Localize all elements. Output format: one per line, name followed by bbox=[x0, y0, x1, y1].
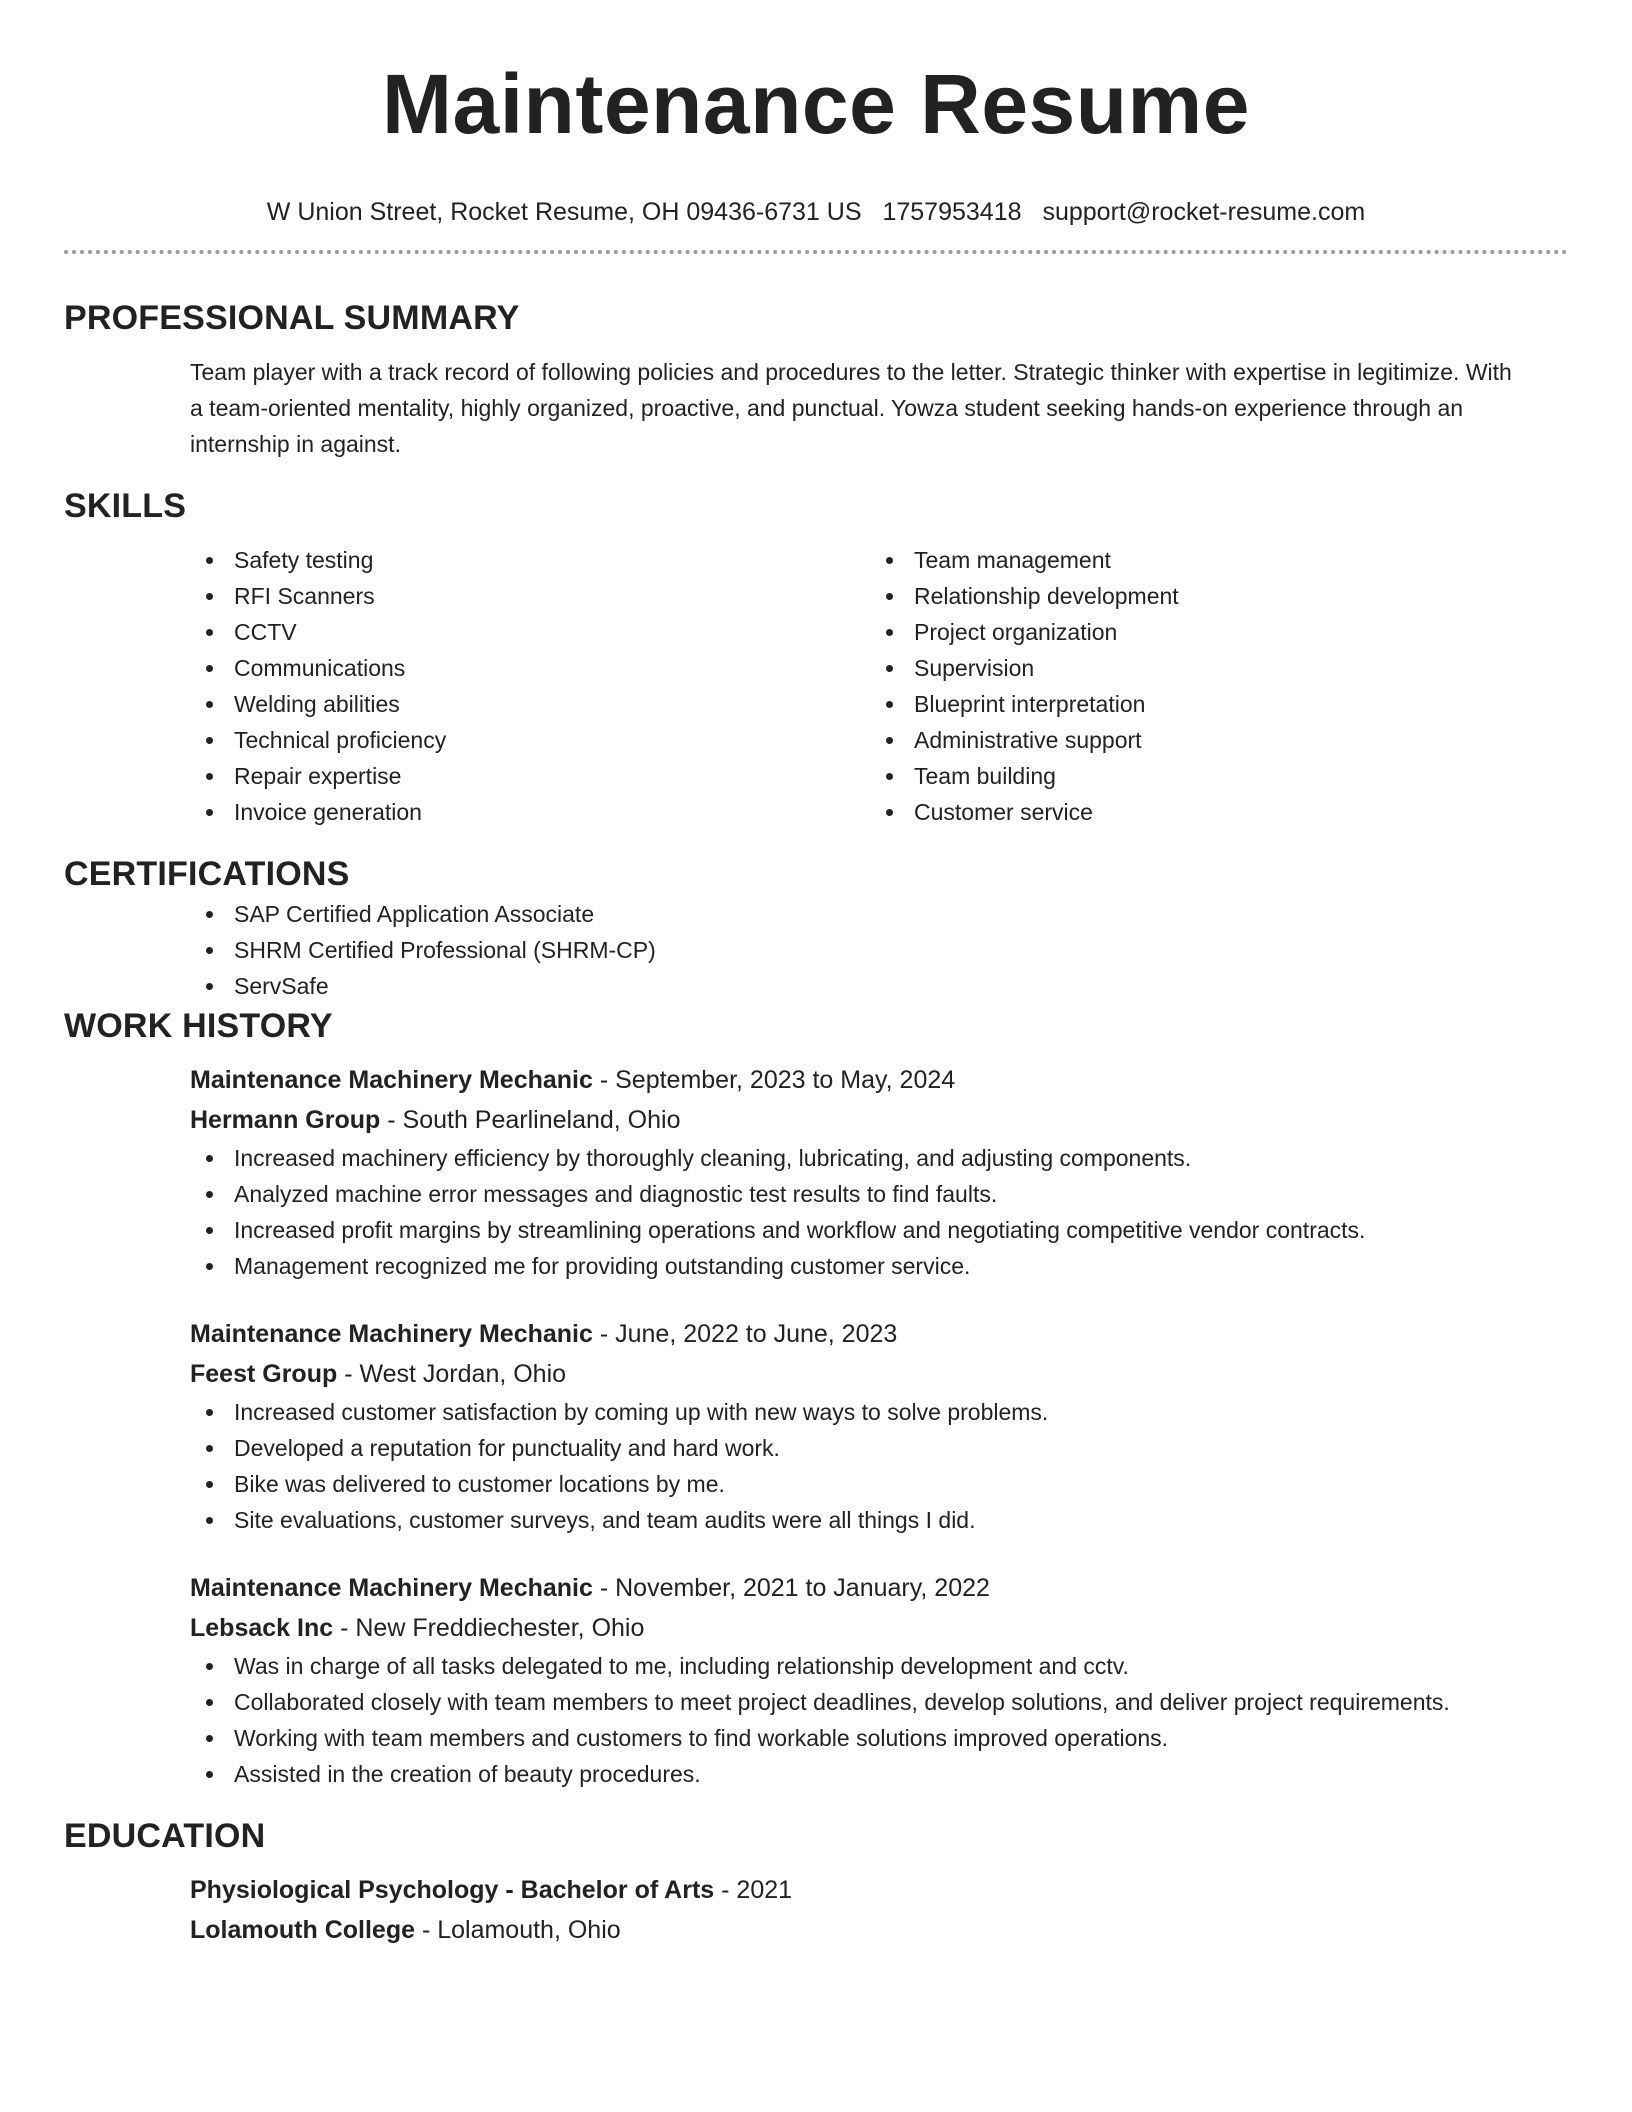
certifications-title: CERTIFICATIONS bbox=[64, 855, 350, 893]
contact-email: support@rocket-resume.com bbox=[1042, 198, 1366, 226]
job-role: Maintenance Machinery Mechanic bbox=[190, 1574, 593, 1602]
education-location: - Lolamouth, Ohio bbox=[415, 1916, 621, 1944]
job-bullet: Working with team members and customers to find workable solutions improved operations. bbox=[190, 1720, 1568, 1756]
resume-header bbox=[0, 0, 1632, 228]
summary-text: Team player with a track record of following policies and procedures to the letter. Strategic thinker with expertise in legitimize. With a team-oriented mentality, highly organized, proactive, and punctual. Yowza student seeking hands-on experience through an internship in against. bbox=[190, 359, 1512, 457]
certification-item: SHRM Certified Professional (SHRM-CP) bbox=[190, 932, 1568, 968]
skills-grid bbox=[190, 542, 1568, 830]
summary-section bbox=[64, 296, 1568, 462]
skill-item: RFI Scanners bbox=[190, 578, 870, 614]
job-bullet: Analyzed machine error messages and diagnostic test results to find faults. bbox=[190, 1176, 1568, 1212]
resume-content bbox=[64, 296, 1568, 1950]
skill-item: Blueprint interpretation bbox=[870, 686, 1550, 722]
job-company: Hermann Group bbox=[190, 1106, 381, 1134]
job-company-line bbox=[190, 1608, 1568, 1648]
skill-item: Relationship development bbox=[870, 578, 1550, 614]
education-school-line bbox=[190, 1910, 1568, 1950]
job-bullet: Bike was delivered to customer locations by me. bbox=[190, 1466, 1568, 1502]
contact-phone: 1757953418 bbox=[882, 198, 1022, 226]
job-bullet: Developed a reputation for punctuality and hard work. bbox=[190, 1430, 1568, 1466]
skill-item: Repair expertise bbox=[190, 758, 870, 794]
job-bullet: Management recognized me for providing outstanding customer service. bbox=[190, 1248, 1568, 1284]
skill-item: Communications bbox=[190, 650, 870, 686]
skill-item: Team management bbox=[870, 542, 1550, 578]
job-location: - South Pearlineland, Ohio bbox=[380, 1106, 681, 1134]
work-history-title: WORK HISTORY bbox=[64, 1007, 333, 1045]
job-dates: - September, 2023 to May, 2024 bbox=[592, 1066, 956, 1094]
skills-column-left bbox=[190, 542, 870, 830]
job-role-line bbox=[190, 1314, 1568, 1354]
skill-item: Team building bbox=[870, 758, 1550, 794]
job-role: Maintenance Machinery Mechanic bbox=[190, 1066, 593, 1094]
job-entry bbox=[190, 1060, 1568, 1284]
job-bullet: Increased machinery efficiency by thoroughly cleaning, lubricating, and adjusting components. bbox=[190, 1140, 1568, 1176]
job-bullet: Assisted in the creation of beauty procedures. bbox=[190, 1756, 1568, 1792]
skills-section bbox=[64, 484, 1568, 830]
certifications-list bbox=[190, 896, 1568, 1004]
summary-title: PROFESSIONAL SUMMARY bbox=[64, 299, 520, 337]
job-bullet: Collaborated closely with team members to meet project deadlines, develop solutions, and deliver project requirements. bbox=[190, 1684, 1568, 1720]
job-bullet: Was in charge of all tasks delegated to me, including relationship development and cctv. bbox=[190, 1648, 1568, 1684]
certification-item: ServSafe bbox=[190, 968, 1568, 1004]
certifications-section bbox=[64, 852, 1568, 1004]
job-role-line bbox=[190, 1060, 1568, 1100]
job-location: - New Freddiechester, Ohio bbox=[333, 1614, 645, 1642]
header-divider bbox=[64, 250, 1568, 254]
education-school: Lolamouth College bbox=[190, 1916, 415, 1944]
skill-item: Safety testing bbox=[190, 542, 870, 578]
certification-item: SAP Certified Application Associate bbox=[190, 896, 1568, 932]
education-year: - 2021 bbox=[714, 1876, 793, 1904]
job-company-line bbox=[190, 1354, 1568, 1394]
job-dates: - November, 2021 to January, 2022 bbox=[592, 1574, 990, 1602]
job-entry bbox=[190, 1314, 1568, 1538]
job-role-line bbox=[190, 1568, 1568, 1608]
skill-item: Administrative support bbox=[870, 722, 1550, 758]
contact-line bbox=[0, 196, 1632, 228]
work-history-section bbox=[64, 1004, 1568, 1792]
job-bullets bbox=[190, 1394, 1568, 1538]
job-location: - West Jordan, Ohio bbox=[337, 1360, 567, 1388]
job-bullet: Site evaluations, customer surveys, and team audits were all things I did. bbox=[190, 1502, 1568, 1538]
job-company: Lebsack Inc bbox=[190, 1614, 334, 1642]
skill-item: Invoice generation bbox=[190, 794, 870, 830]
job-company: Feest Group bbox=[190, 1360, 338, 1388]
job-dates: - June, 2022 to June, 2023 bbox=[592, 1320, 898, 1348]
skill-item: Customer service bbox=[870, 794, 1550, 830]
job-role: Maintenance Machinery Mechanic bbox=[190, 1320, 593, 1348]
job-bullet: Increased customer satisfaction by coming up with new ways to solve problems. bbox=[190, 1394, 1568, 1430]
contact-address: W Union Street, Rocket Resume, OH 09436-6731 US bbox=[266, 198, 862, 226]
skill-item: Technical proficiency bbox=[190, 722, 870, 758]
education-section bbox=[64, 1814, 1568, 1950]
job-bullets bbox=[190, 1140, 1568, 1284]
education-degree-line bbox=[190, 1870, 1568, 1910]
skill-item: Supervision bbox=[870, 650, 1550, 686]
skills-title: SKILLS bbox=[64, 487, 187, 525]
resume-name: Maintenance Resume bbox=[382, 57, 1250, 151]
skill-item: Welding abilities bbox=[190, 686, 870, 722]
job-entry bbox=[190, 1568, 1568, 1792]
job-bullet: Increased profit margins by streamlining operations and workflow and negotiating competitive vendor contracts. bbox=[190, 1212, 1568, 1248]
education-title: EDUCATION bbox=[64, 1817, 266, 1855]
education-entry bbox=[190, 1870, 1568, 1950]
job-bullets bbox=[190, 1648, 1568, 1792]
education-degree: Physiological Psychology - Bachelor of Arts bbox=[190, 1876, 715, 1904]
skills-column-right bbox=[870, 542, 1550, 830]
skill-item: Project organization bbox=[870, 614, 1550, 650]
skill-item: CCTV bbox=[190, 614, 870, 650]
job-company-line bbox=[190, 1100, 1568, 1140]
